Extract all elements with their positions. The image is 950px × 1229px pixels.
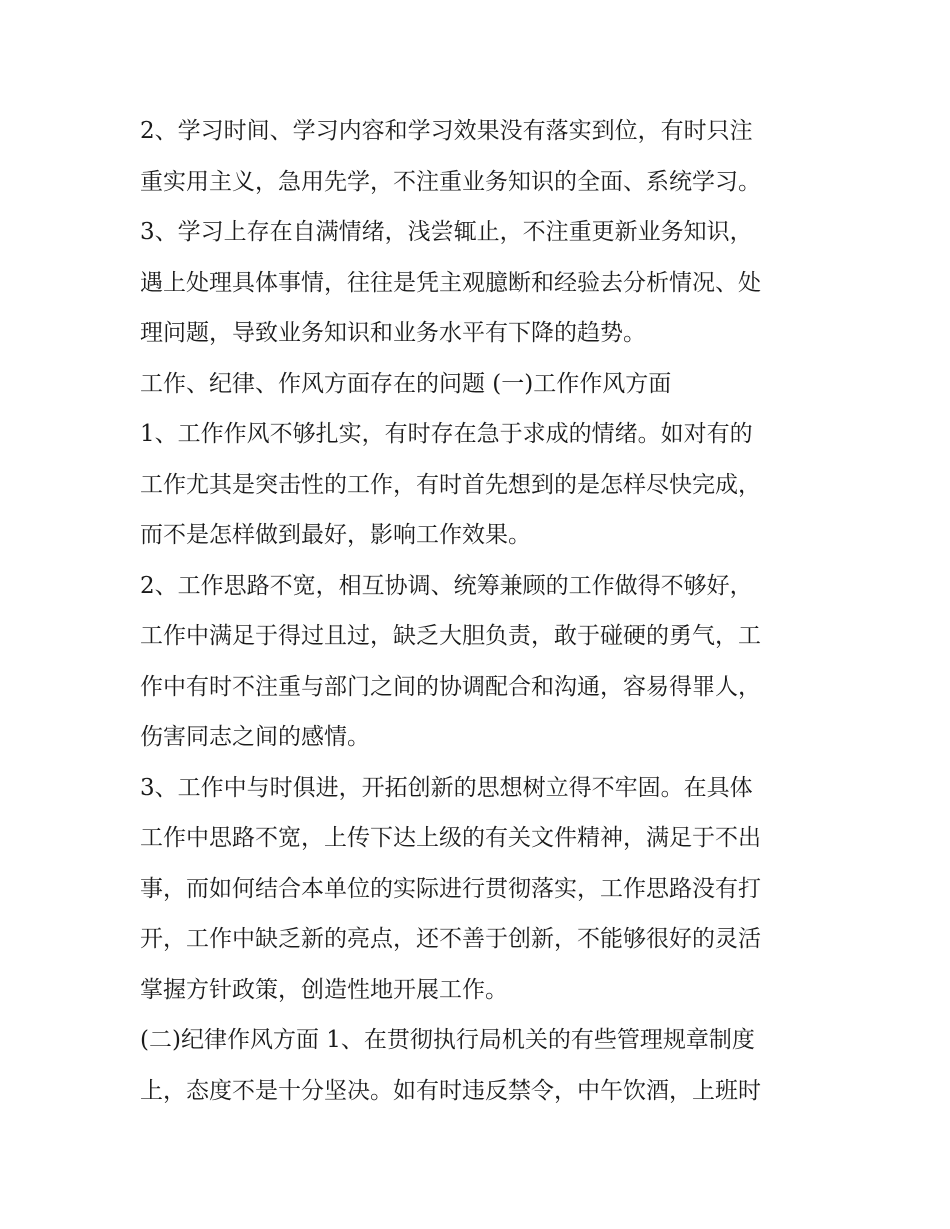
text-line: 事，而如何结合本单位的实际进行贯彻落实，工作思路没有打 [140,875,761,902]
text-line: 3、工作中与时俱进，开拓创新的思想树立得不牢固。在具体 [140,774,753,801]
text-line: 掌握方针政策，创造性地开展工作。 [140,976,508,1003]
document-body [140,106,830,1116]
text-line: 2、学习时间、学习内容和学习效果没有落实到位，有时只注 [140,118,753,144]
text-line: 1、工作作风不够扎实，有时存在急于求成的情绪。如对有的 [140,421,753,447]
text-line: 工作中思路不宽，上传下达上级的有关文件精神，满足于不出 [140,825,761,851]
text-line: 工作尤其是突击性的工作，有时首先想到的是怎样尽快完成， [140,471,761,498]
text-line: 2、工作思路不宽，相互协调、统筹兼顾的工作做得不够好， [140,572,753,599]
text-line: 理问题，导致业务知识和业务水平有下降的趋势。 [140,320,646,346]
text-line: 上，态度不是十分坚决。如有时违反禁令，中午饮酒，上班时 [140,1077,761,1104]
section-heading: 工作、纪律、作风方面存在的问题 (一)工作作风方面 [140,370,672,397]
text-line: 而不是怎样做到最好，影响工作效果。 [140,522,531,548]
text-line: 开，工作中缺乏新的亮点，还不善于创新，不能够很好的灵活 [140,926,761,952]
text-line: 作中有时不注重与部门之间的协调配合和沟通，容易得罪人， [140,673,761,700]
text-line: 重实用主义，急用先学，不注重业务知识的全面、系统学习。 [140,168,761,195]
text-line: 工作中满足于得过且过，缺乏大胆负责，敢于碰硬的勇气，工 [140,623,761,649]
text-line: 3、学习上存在自满情绪，浅尝辄止，不注重更新业务知识， [140,219,753,245]
text-line: 伤害同志之间的感情。 [140,724,370,750]
text-line: 遇上处理具体事情，往往是凭主观臆断和经验去分析情况、处 [140,269,761,296]
text-line: (二)纪律作风方面 1、在贯彻执行局机关的有些管理规章制度 [140,1027,755,1053]
